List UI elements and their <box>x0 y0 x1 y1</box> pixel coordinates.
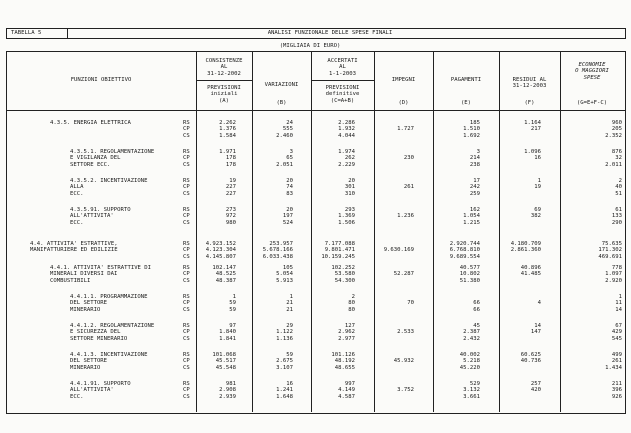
cell-c: 10.159.245 <box>321 253 355 260</box>
cell-g: 429 <box>611 329 622 336</box>
cell-a: 178 <box>225 161 236 168</box>
cell-g: 205 <box>611 126 622 133</box>
row-code: CS <box>183 219 190 226</box>
cell-e: 242 <box>469 184 480 191</box>
row-code: CS <box>183 277 190 284</box>
cell-g: 261 <box>611 358 622 365</box>
cell-g: 499 <box>611 352 622 358</box>
cell-c: 4.587 <box>338 393 355 400</box>
cell-g: 545 <box>611 335 622 342</box>
cell-f: 257 <box>530 381 541 387</box>
col-header-f-sub: (F) <box>524 100 535 106</box>
header-divider <box>67 28 68 38</box>
cell-b: 1 <box>289 294 293 300</box>
cell-b: 197 <box>282 213 293 220</box>
cell-b: 1.648 <box>276 393 293 400</box>
cell-b: 2.051 <box>276 161 293 168</box>
col-header-g-sub: (G=E+F-C) <box>576 100 608 106</box>
cell-f: 60.625 <box>520 352 541 358</box>
cell-b: 83 <box>286 190 293 197</box>
cell-c: 53.580 <box>334 271 355 278</box>
cell-g: 14 <box>615 306 622 313</box>
row-code: CP <box>183 213 190 220</box>
cell-b: 1.122 <box>276 329 293 336</box>
cell-e: 40.577 <box>459 265 480 271</box>
cell-f: 2.861.360 <box>510 247 541 254</box>
cell-g: 778 <box>611 265 622 271</box>
cell-c: 9.801.471 <box>324 247 355 254</box>
cell-e: 17 <box>473 178 480 184</box>
cell-e: 185 <box>469 120 480 126</box>
cell-b: 6.033.438 <box>262 253 293 260</box>
cell-c: 997 <box>344 381 355 387</box>
cell-c: 1.932 <box>338 126 355 133</box>
cell-d: 261 <box>403 184 414 191</box>
cell-c: 2.229 <box>338 161 355 168</box>
col-header-e: PAGAMENTI <box>450 77 482 83</box>
row-label: 4.4.1.3. INCENTIVAZIONE DEL SETTORE MINERARIO <box>70 352 148 371</box>
cell-b: 3 <box>289 149 293 155</box>
cell-g: 926 <box>611 393 622 400</box>
col-header-d: IMPEGNI <box>391 77 416 83</box>
row-code: CP <box>183 358 190 365</box>
cell-f: 40.736 <box>520 358 541 365</box>
cell-c: 2.286 <box>338 120 355 126</box>
cell-e: 2.432 <box>463 335 480 342</box>
subheader-line <box>196 80 252 81</box>
row-code: CP <box>183 271 190 278</box>
cell-c: 101.126 <box>331 352 355 358</box>
cell-a: 1.840 <box>219 329 236 336</box>
cell-a: 4.123.304 <box>205 247 236 254</box>
cell-g: 396 <box>611 387 622 394</box>
row-code: CP <box>183 184 190 191</box>
cell-a: 59 <box>229 306 236 313</box>
cell-d: 3.752 <box>397 387 414 394</box>
row-code: CS <box>183 190 190 197</box>
row-label: 4.4.1. ATTIVITA' ESTRATTIVE DI MINERALI DIVERSI DAI COMBUSTIBILI <box>50 265 152 284</box>
cell-e: 1.692 <box>463 132 480 139</box>
col-header-g: ECONOMIE O MAGGIORI SPESE <box>575 62 609 81</box>
cell-e: 214 <box>469 155 480 162</box>
table-label: TABELLA 5 <box>11 30 42 36</box>
cell-b: 1.241 <box>276 387 293 394</box>
cell-f: 41.485 <box>520 271 541 278</box>
cell-e: 1.215 <box>463 219 480 226</box>
cell-a: 1.841 <box>219 335 236 342</box>
cell-a: 273 <box>225 207 236 213</box>
cell-f: 1.164 <box>524 120 541 126</box>
cell-e: 10.802 <box>459 271 480 278</box>
cell-c: 1.974 <box>338 149 355 155</box>
subheader-line <box>311 80 374 81</box>
cell-b: 16 <box>286 381 293 387</box>
cell-g: 51 <box>615 190 622 197</box>
cell-a: 19 <box>229 178 236 184</box>
cell-b: 555 <box>282 126 293 133</box>
cell-c: 54.300 <box>334 277 355 284</box>
cell-f: 69 <box>534 207 541 213</box>
cell-b: 29 <box>286 323 293 329</box>
cell-d: 230 <box>403 155 414 162</box>
col-header-f: RESIDUI AL 31-12-2003 <box>512 77 547 90</box>
cell-g: 2.011 <box>605 161 622 168</box>
cell-g: 876 <box>611 149 622 155</box>
cell-a: 1.584 <box>219 132 236 139</box>
cell-c: 2.977 <box>338 335 355 342</box>
cell-e: 2.387 <box>463 329 480 336</box>
cell-b: 524 <box>282 219 293 226</box>
cell-a: 981 <box>225 381 236 387</box>
cell-a: 102.147 <box>212 265 236 271</box>
row-code: CS <box>183 393 190 400</box>
cell-a: 48.525 <box>215 271 236 278</box>
cell-f: 4 <box>537 300 541 307</box>
cell-b: 5.913 <box>276 277 293 284</box>
cell-b: 21 <box>286 300 293 307</box>
cell-c: 2.962 <box>338 329 355 336</box>
cell-a: 59 <box>229 300 236 307</box>
row-code: RS <box>183 352 190 358</box>
cell-a: 45.548 <box>215 364 236 371</box>
row-code: RS <box>183 241 190 247</box>
cell-e: 9.689.554 <box>449 253 480 260</box>
row-code: RS <box>183 207 190 213</box>
cell-a: 2.262 <box>219 120 236 126</box>
cell-a: 227 <box>225 190 236 197</box>
cell-b: 20 <box>286 207 293 213</box>
cell-f: 40.896 <box>520 265 541 271</box>
cell-d: 52.287 <box>393 271 414 278</box>
cell-c: 1.369 <box>338 213 355 220</box>
cell-e: 259 <box>469 190 480 197</box>
row-code: CP <box>183 329 190 336</box>
cell-b: 24 <box>286 120 293 126</box>
row-label: 4.4. ATTIVITA' ESTRATTIVE, MANIFATTURIERE ED EDILIZIE <box>30 241 118 254</box>
cell-c: 80 <box>348 300 355 307</box>
cell-f: 19 <box>534 184 541 191</box>
row-label: 4.3.5. ENERGIA ELETTRICA <box>50 120 131 126</box>
cell-c: 2 <box>351 294 355 300</box>
col-header-b-sub: (B) <box>276 100 287 106</box>
cell-e: 1.054 <box>463 213 480 220</box>
cell-a: 980 <box>225 219 236 226</box>
cell-c: 127 <box>344 323 355 329</box>
cell-d: 2.533 <box>397 329 414 336</box>
cell-b: 105 <box>282 265 293 271</box>
cell-a: 97 <box>229 323 236 329</box>
cell-c: 262 <box>344 155 355 162</box>
cell-g: 40 <box>615 184 622 191</box>
col-header-funzioni: FUNZIONI OBIETTIVO <box>70 77 132 83</box>
cell-b: 21 <box>286 306 293 313</box>
cell-f: 217 <box>530 126 541 133</box>
header-separator <box>6 110 625 111</box>
cell-g: 469.691 <box>598 253 622 260</box>
cell-b: 5.678.166 <box>262 247 293 254</box>
cell-g: 1.434 <box>605 364 622 371</box>
col-header-d-sub: (D) <box>398 100 409 106</box>
cell-a: 972 <box>225 213 236 220</box>
cell-a: 178 <box>225 155 236 162</box>
col-header-e-sub: (E) <box>460 100 472 106</box>
cell-c: 80 <box>348 306 355 313</box>
col-header-c-sub: PREVISIONI definitive (C=A+B) <box>325 85 360 104</box>
row-label: 4.4.1.2. REGOLAMENTAZIONE E SICUREZZA DEL SETTORE MINERARIO <box>70 323 155 342</box>
row-label: 4.3.5.1. REGOLAMENTAZIONE E VIGILANZA DEL SETTORE ECC. <box>70 149 155 168</box>
cell-e: 238 <box>469 161 480 168</box>
row-code: CP <box>183 300 190 307</box>
row-code: CS <box>183 306 190 313</box>
cell-e: 66 <box>473 306 480 313</box>
cell-e: 45 <box>473 323 480 329</box>
cell-g: 290 <box>611 219 622 226</box>
table-title: ANALISI FUNZIONALE DELLE SPESE FINALI <box>267 30 393 36</box>
row-code: CS <box>183 161 190 168</box>
cell-c: 4.149 <box>338 387 355 394</box>
cell-b: 74 <box>286 184 293 191</box>
cell-c: 310 <box>344 190 355 197</box>
cell-f: 16 <box>534 155 541 162</box>
cell-e: 3.661 <box>463 393 480 400</box>
row-code: CP <box>183 387 190 394</box>
col-header-a-sub: PREVISIONI iniziali (A) <box>207 85 241 104</box>
cell-b: 2.675 <box>276 358 293 365</box>
cell-b: 5.054 <box>276 271 293 278</box>
cell-e: 2.920.744 <box>449 241 480 247</box>
cell-b: 20 <box>286 178 293 184</box>
col-header-c-top: ACCERTATI AL 1-1-2003 <box>327 58 358 77</box>
cell-g: 75.635 <box>601 241 622 247</box>
cell-e: 51.380 <box>459 277 480 284</box>
row-code: CS <box>183 364 190 371</box>
row-code: RS <box>183 149 190 155</box>
cell-g: 1 <box>618 294 622 300</box>
cell-c: 20 <box>348 178 355 184</box>
cell-g: 2.920 <box>605 277 622 284</box>
row-code: CP <box>183 126 190 133</box>
cell-c: 48.655 <box>334 364 355 371</box>
cell-a: 1.971 <box>219 149 236 155</box>
cell-g: 61 <box>615 207 622 213</box>
row-code: RS <box>183 120 190 126</box>
cell-e: 1.510 <box>463 126 480 133</box>
cell-f: 1 <box>537 178 541 184</box>
units-label: (MIGLIAIA DI EURO) <box>279 43 341 49</box>
cell-c: 48.192 <box>334 358 355 365</box>
cell-g: 960 <box>611 120 622 126</box>
cell-g: 2 <box>618 178 622 184</box>
row-code: CS <box>183 335 190 342</box>
cell-g: 171.302 <box>598 247 622 254</box>
col-header-a-top: CONSISTENZE AL 31-12-2002 <box>205 58 243 77</box>
cell-c: 7.177.088 <box>324 241 355 247</box>
cell-c: 102.252 <box>331 265 355 271</box>
row-label: 4.4.1.91. SUPPORTO ALL'ATTIVITA' ECC. <box>70 381 131 400</box>
row-code: RS <box>183 381 190 387</box>
cell-g: 11 <box>615 300 622 307</box>
cell-e: 529 <box>469 381 480 387</box>
cell-a: 101.068 <box>212 352 236 358</box>
cell-d: 70 <box>407 300 414 307</box>
row-code: CP <box>183 155 190 162</box>
cell-g: 67 <box>615 323 622 329</box>
cell-e: 5.218 <box>463 358 480 365</box>
cell-c: 293 <box>344 207 355 213</box>
row-code: CP <box>183 247 190 254</box>
cell-e: 3 <box>476 149 480 155</box>
cell-a: 4.923.152 <box>205 241 236 247</box>
cell-d: 45.932 <box>393 358 414 365</box>
cell-c: 301 <box>344 184 355 191</box>
cell-a: 2.939 <box>219 393 236 400</box>
cell-e: 45.220 <box>459 364 480 371</box>
cell-f: 420 <box>530 387 541 394</box>
row-code: CS <box>183 253 190 260</box>
cell-f: 1.096 <box>524 149 541 155</box>
cell-g: 2.352 <box>605 132 622 139</box>
cell-c: 1.506 <box>338 219 355 226</box>
cell-f: 14 <box>534 323 541 329</box>
cell-d: 1.727 <box>397 126 414 133</box>
cell-b: 65 <box>286 155 293 162</box>
cell-g: 133 <box>611 213 622 220</box>
row-code: RS <box>183 323 190 329</box>
row-code: CS <box>183 132 190 139</box>
cell-a: 45.517 <box>215 358 236 365</box>
row-label: 4.4.1.1. PROGRAMMAZIONE DEL SETTORE MINERARIO <box>70 294 148 313</box>
cell-e: 40.002 <box>459 352 480 358</box>
cell-g: 1.097 <box>605 271 622 278</box>
cell-b: 3.107 <box>276 364 293 371</box>
cell-e: 6.768.810 <box>449 247 480 254</box>
cell-e: 66 <box>473 300 480 307</box>
cell-a: 1.376 <box>219 126 236 133</box>
cell-a: 227 <box>225 184 236 191</box>
cell-e: 162 <box>469 207 480 213</box>
row-label: 4.3.5.91. SUPPORTO ALL'ATTIVITA' ECC. <box>70 207 131 226</box>
cell-b: 59 <box>286 352 293 358</box>
row-code: RS <box>183 178 190 184</box>
cell-e: 3.132 <box>463 387 480 394</box>
cell-f: 382 <box>530 213 541 220</box>
cell-g: 32 <box>615 155 622 162</box>
cell-a: 48.387 <box>215 277 236 284</box>
cell-d: 9.630.169 <box>383 247 414 254</box>
cell-d: 1.236 <box>397 213 414 220</box>
cell-f: 147 <box>530 329 541 336</box>
cell-b: 253.957 <box>269 241 293 247</box>
cell-b: 2.460 <box>276 132 293 139</box>
cell-a: 2.908 <box>219 387 236 394</box>
cell-a: 4.145.807 <box>205 253 236 260</box>
cell-c: 4.044 <box>338 132 355 139</box>
row-code: RS <box>183 265 190 271</box>
cell-g: 211 <box>611 381 622 387</box>
cell-b: 1.136 <box>276 335 293 342</box>
row-code: RS <box>183 294 190 300</box>
cell-f: 4.180.709 <box>510 241 541 247</box>
cell-a: 1 <box>232 294 236 300</box>
col-header-b: VARIAZIONI <box>264 82 299 88</box>
row-label: 4.3.5.2. INCENTIVAZIONE ALLA ECC. <box>70 178 148 197</box>
